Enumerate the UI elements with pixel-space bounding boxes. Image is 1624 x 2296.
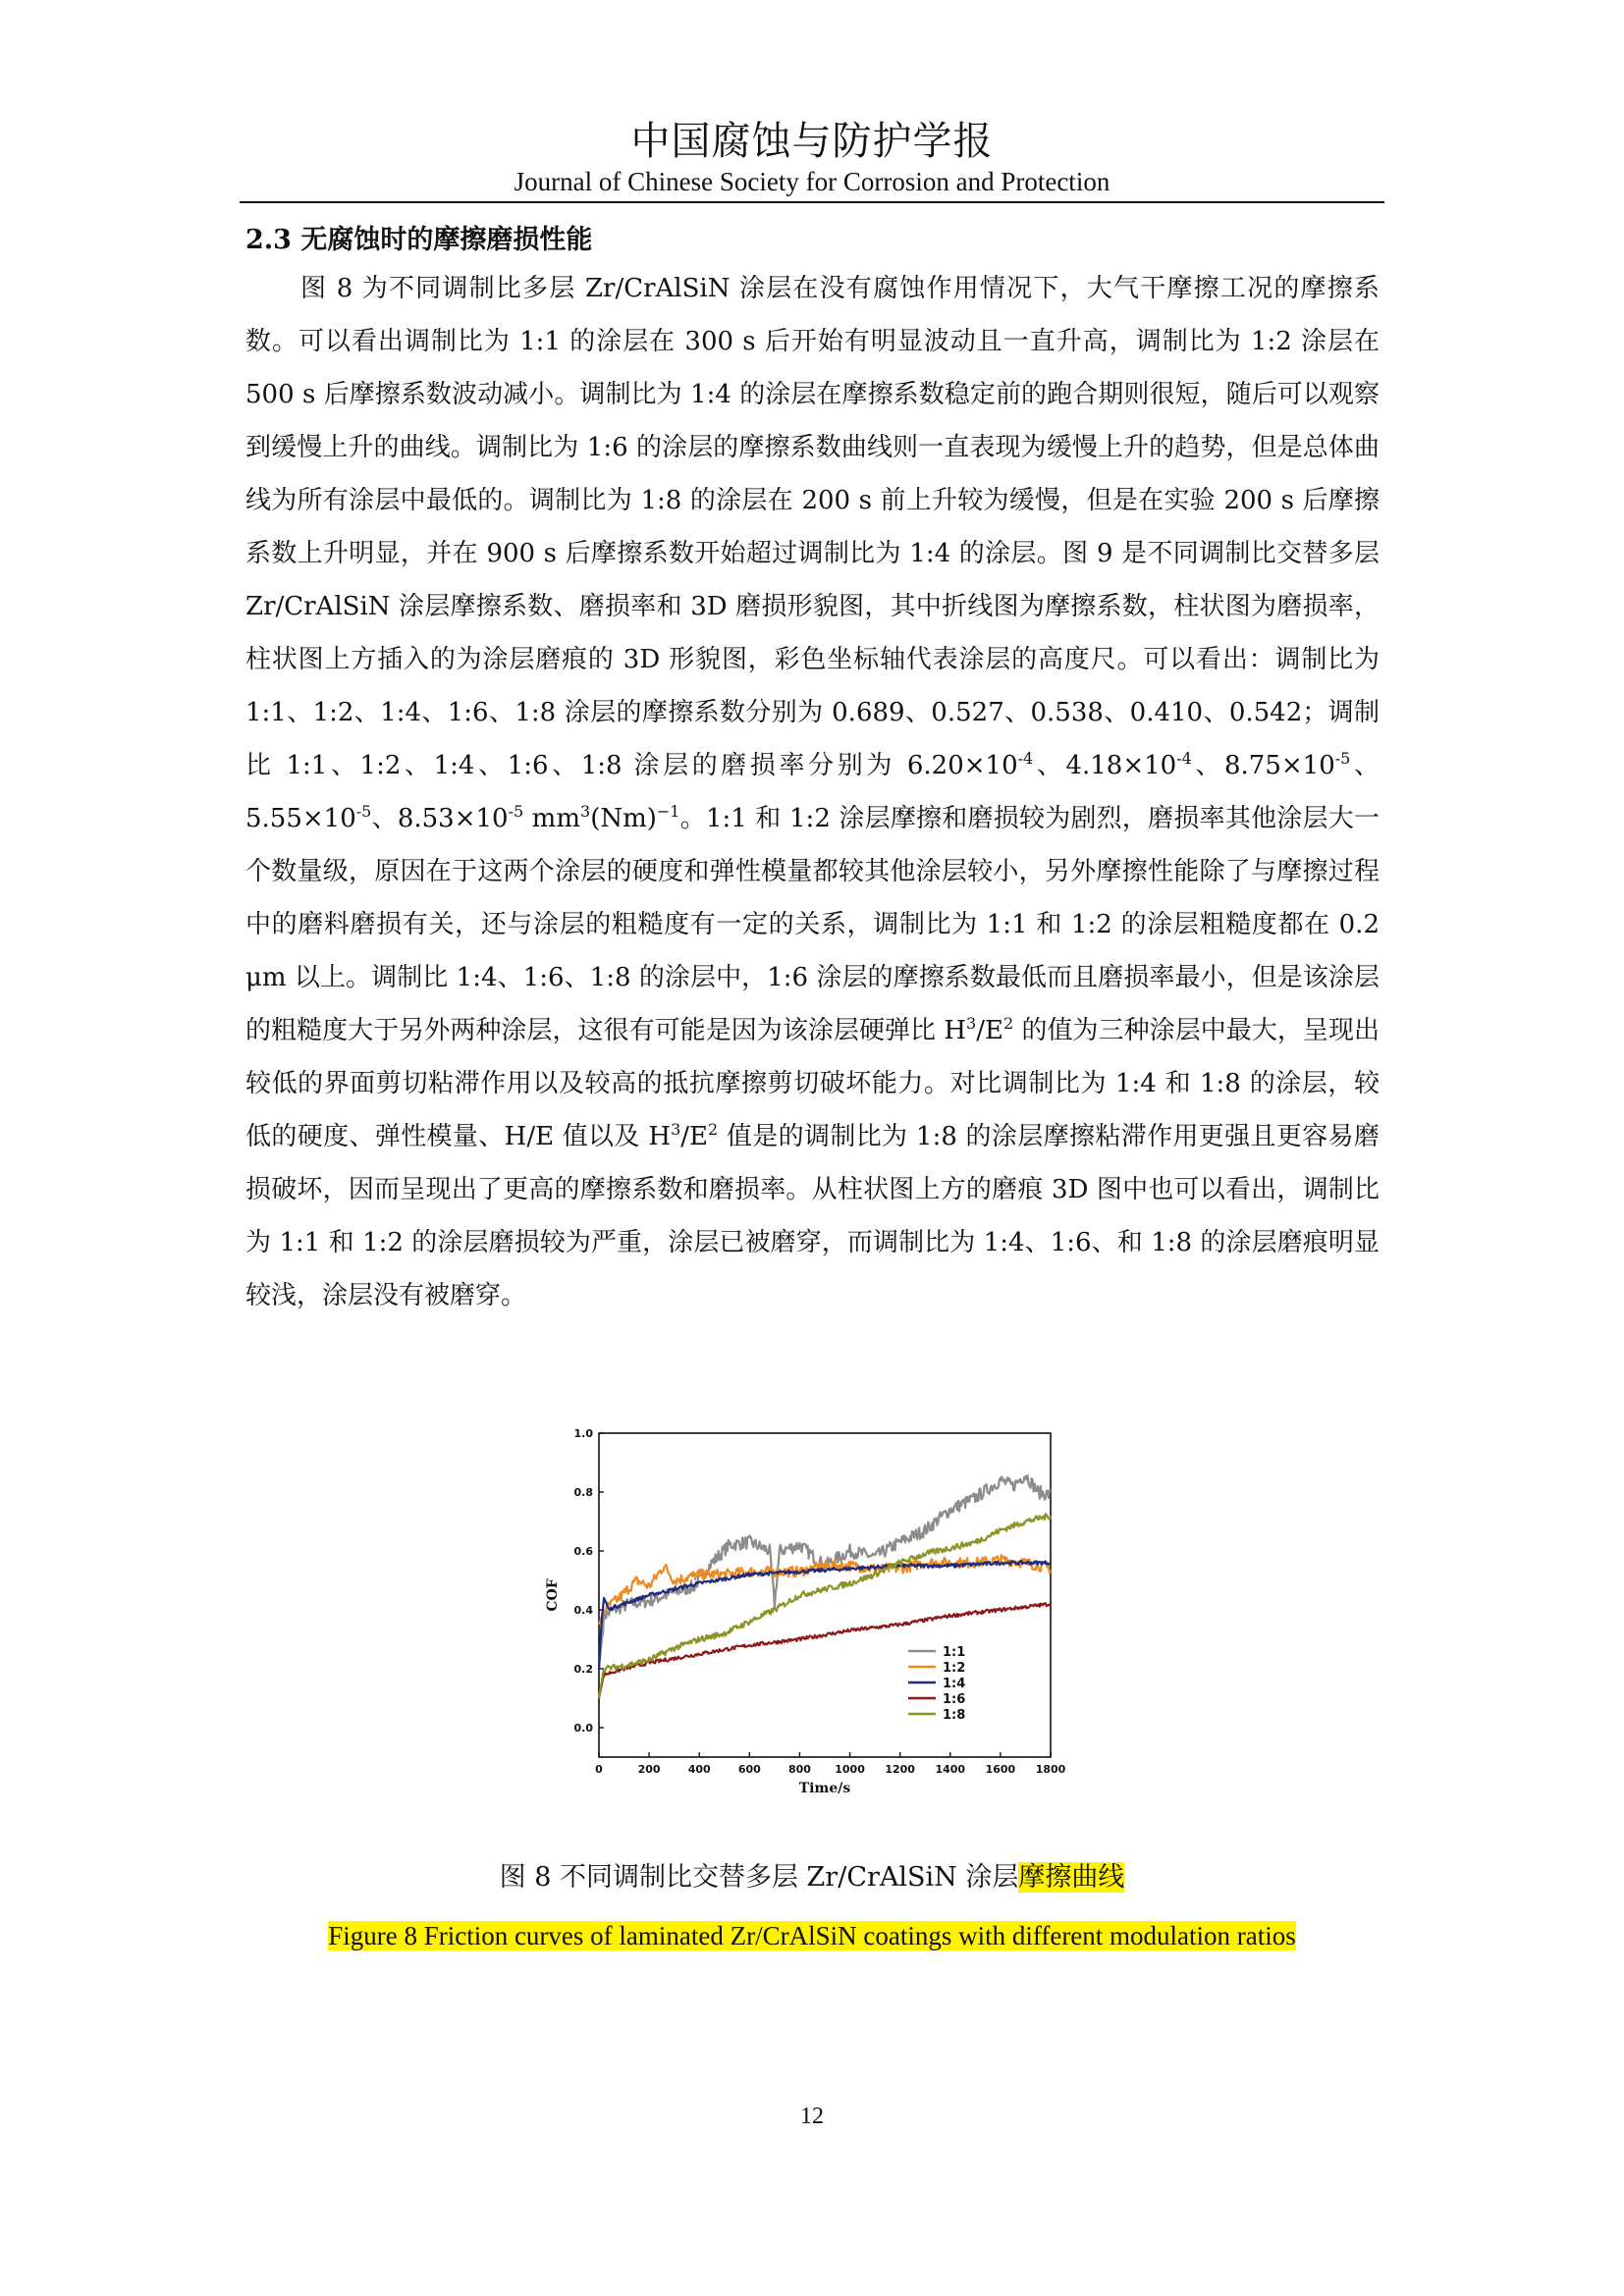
legend-label: 1:6 <box>943 1692 966 1707</box>
y-axis-label: COF <box>545 1578 561 1612</box>
y-tick-label: 0.0 <box>573 1722 593 1735</box>
y-tick-label: 1.0 <box>573 1427 593 1440</box>
body-text-run: 图 8 为不同调制比多层 Zr/CrAlSiN 涂层在没有腐蚀作用情况下，大气干摩擦工况的摩擦系数。可以看出调制比为 1:1 的涂层在 300 s 后开始有明显波动且一直升高，调制比为 1:2 涂层在 500 s 后摩擦系数波动减小。调制比为 1:4 的涂层在摩擦系数稳定前的跑合期则很短，随后可以观察到缓慢上升的曲线。调制比为 1:6 的涂层的摩擦系数曲线则一直表现为缓慢上升的趋势，但是总体曲线为所有涂层中最低的。调制比为 1:8 的涂层在 200 s 前上升较为缓慢，但是在实验 200 s 后摩擦系数上升明显，并在 900 s 后摩擦系数开始超过调制比为 1:4 的涂层。图 9 是不同调制比交替多层 Zr/CrAlSiN 涂层摩擦系数、磨损率和 3D 磨损形貌图，其中折线图为摩擦系数，柱状图为磨损率，柱状图上方插入的为涂层磨痕的 3D 形貌图，彩色坐标轴代表涂层的高度尺。可以看出：调制比为 1:1、1:2、1:4、1:6、1:8 涂层的摩擦系数分别为 0.689、0.527、0.538、0.410、0.542；调制比 1:1、1:2、1:4、1:6、1:8 涂层的磨损率分别为 6.20×10 <box>245 274 1380 780</box>
body-text-run: 的值为三种涂层中最大，呈现出较低的界面剪切粘滞作用以及较高的抵抗摩擦剪切破坏能力。对比调制比为 1:4 和 1:8 的涂层，较低的硬度、弹性模量、H/E 值以及 H <box>245 1016 1380 1151</box>
x-tick-label: 1200 <box>885 1763 915 1776</box>
legend-label: 1:4 <box>943 1677 966 1691</box>
x-tick-label: 200 <box>637 1763 661 1776</box>
figure-caption-cn <box>0 1855 1624 1894</box>
body-text-run: mm <box>523 804 580 833</box>
superscript: -5 <box>508 802 524 821</box>
figure-caption-en <box>0 1921 1624 1951</box>
x-axis-label: Time/s <box>798 1781 851 1796</box>
x-tick-label: 800 <box>787 1763 811 1776</box>
superscript: -5 <box>1334 749 1351 768</box>
body-text-run: 、8.53×10 <box>371 804 509 833</box>
y-tick-label: 0.8 <box>573 1486 593 1499</box>
superscript: 3 <box>671 1120 681 1139</box>
superscript: 2 <box>708 1120 719 1139</box>
body-text-run: 、4.18×10 <box>1033 751 1177 780</box>
legend-label: 1:1 <box>943 1645 966 1660</box>
superscript: −1 <box>656 802 680 821</box>
journal-title-en: Journal of Chinese Society for Corrosion and Protection <box>514 167 1110 196</box>
chart-svg <box>535 1423 1066 1828</box>
x-tick-label: 0 <box>595 1763 603 1776</box>
y-tick-label: 0.6 <box>573 1545 593 1558</box>
caption-en-text: Figure 8 Friction curves of laminated Zr/CrAlSiN coatings with different modulation ratios <box>328 1921 1296 1950</box>
body-text-run: (Nm) <box>590 804 657 833</box>
body-text-run: 、5.55×10 <box>245 751 1380 833</box>
series-line-1-8 <box>599 1514 1051 1698</box>
superscript: -4 <box>1176 749 1192 768</box>
body-text-run: /E <box>680 1122 709 1151</box>
x-tick-label: 600 <box>737 1763 761 1776</box>
x-tick-label: 1000 <box>835 1763 865 1776</box>
legend-label: 1:2 <box>943 1661 966 1676</box>
superscript: -5 <box>355 802 372 821</box>
section-heading: 2.3 无腐蚀时的摩擦磨损性能 <box>245 225 593 255</box>
x-tick-label: 1600 <box>985 1763 1016 1776</box>
body-text-run: 值是的调制比为 1:8 的涂层摩擦粘滞作用更强且更容易磨损破坏，因而呈现出了更高的摩擦系数和磨损率。从柱状图上方的磨痕 3D 图中也可以看出，调制比为 1:1 和 1:2 的涂层磨损较为严重，涂层已被磨穿，而调制比为 1:4、1:6、和 1:8 的涂层磨痕明显较浅，涂层没有被磨穿。 <box>245 1122 1380 1310</box>
x-tick-label: 1800 <box>1035 1763 1066 1776</box>
body-text-run: 、8.75×10 <box>1191 751 1335 780</box>
superscript: 2 <box>1002 1014 1014 1033</box>
superscript: -4 <box>1017 749 1034 768</box>
page-number: 12 <box>800 2104 824 2129</box>
caption-cn-text: 图 8 不同调制比交替多层 Zr/CrAlSiN 涂层 <box>499 1862 1019 1893</box>
superscript: 3 <box>580 802 591 821</box>
y-tick-label: 0.4 <box>573 1604 593 1617</box>
friction-chart <box>535 1423 1066 1828</box>
x-tick-label: 400 <box>687 1763 711 1776</box>
y-tick-label: 0.2 <box>573 1663 593 1676</box>
header-rule <box>240 201 1384 203</box>
body-paragraph <box>245 262 1380 1322</box>
legend-label: 1:8 <box>943 1708 966 1723</box>
body-text-run: 。1:1 和 1:2 涂层摩擦和磨损较为剧烈，磨损率其他涂层大一个数量级，原因在于这两个涂层的硬度和弹性模量都较其他涂层较小，另外摩擦性能除了与摩擦过程中的磨料磨损有关，还与涂层的粗糙度有一定的关系，调制比为 1:1 和 1:2 的涂层粗糙度都在 0.2 μm 以上。调制比 1:4、1:6、1:8 的涂层中，1:6 涂层的摩擦系数最低而且磨损率最小，但是该涂层的粗糙度大于另外两种涂层，这很有可能是因为该涂层硬弹比 H <box>245 804 1380 1045</box>
journal-title-cn: 中国腐蚀与防护学报 <box>630 119 994 164</box>
caption-cn-highlight: 摩擦曲线 <box>1018 1862 1125 1893</box>
body-text-run: /E <box>976 1016 1003 1045</box>
x-tick-label: 1400 <box>935 1763 966 1776</box>
superscript: 3 <box>966 1014 977 1033</box>
